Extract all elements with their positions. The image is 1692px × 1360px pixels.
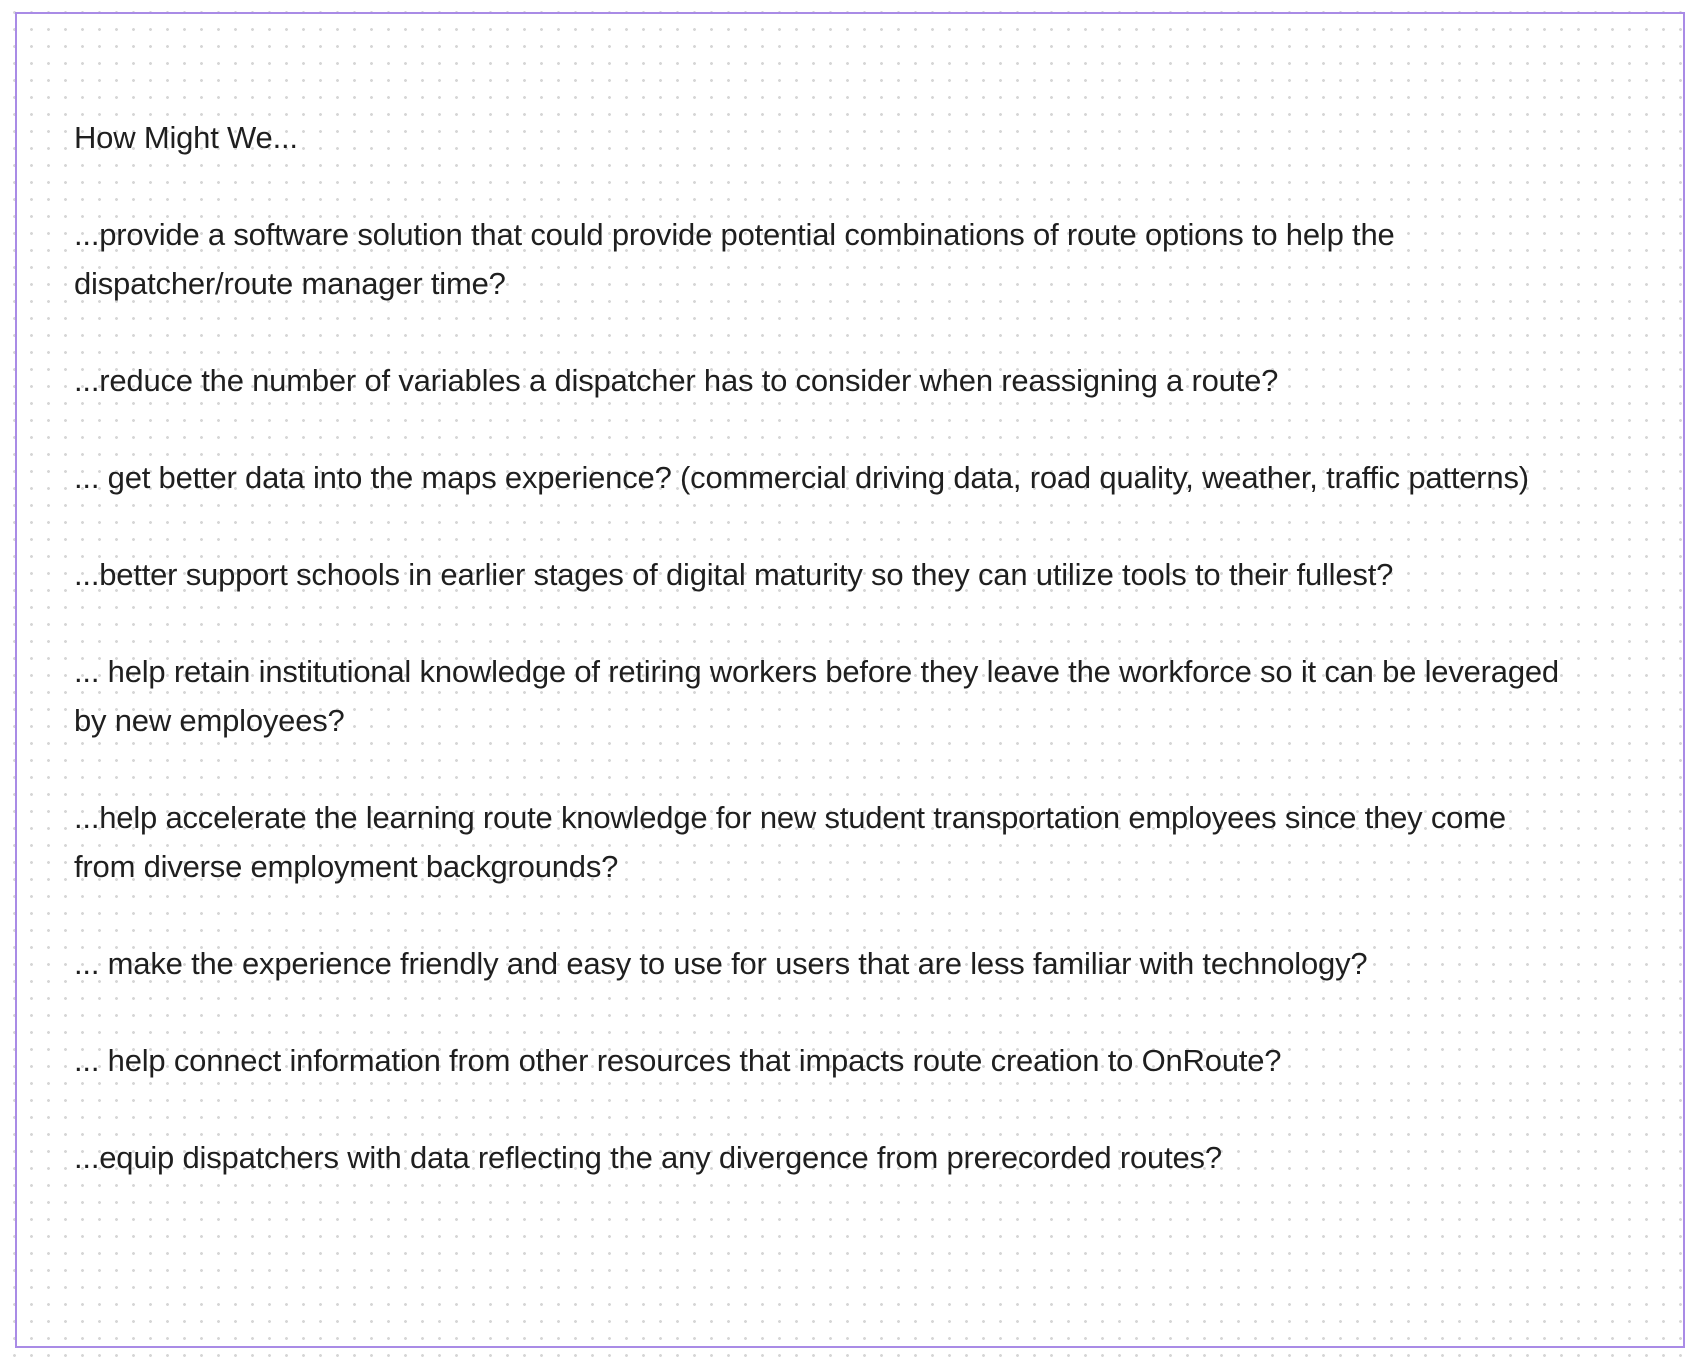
hmw-text-block[interactable] [74, 113, 1574, 1230]
hmw-item-6: ...help accelerate the learning route knowledge for new student transportation employees since they come from diverse employment backgrounds? [74, 800, 1506, 884]
hmw-item-3: ... get better data into the maps experience? (commercial driving data, road quality, weather, traffic patterns) [74, 460, 1529, 495]
hmw-item-4: ...better support schools in earlier stages of digital maturity so they can utilize tools to their fullest? [74, 557, 1394, 592]
hmw-item-5: ... help retain institutional knowledge of retiring workers before they leave the workforce so it can be leveraged by new employees? [74, 654, 1559, 738]
hmw-item-8: ... help connect information from other resources that impacts route creation to OnRoute? [74, 1043, 1282, 1078]
hmw-item-7: ... make the experience friendly and easy to use for users that are less familiar with technology? [74, 946, 1368, 981]
hmw-item-1: ...provide a software solution that could provide potential combinations of route options to help the dispatcher/route manager time? [74, 217, 1395, 301]
hmw-item-2: ...reduce the number of variables a dispatcher has to consider when reassigning a route? [74, 363, 1279, 398]
hmw-heading: How Might We... [74, 120, 298, 155]
hmw-item-9: ...equip dispatchers with data reflecting the any divergence from prerecorded routes? [74, 1140, 1222, 1175]
